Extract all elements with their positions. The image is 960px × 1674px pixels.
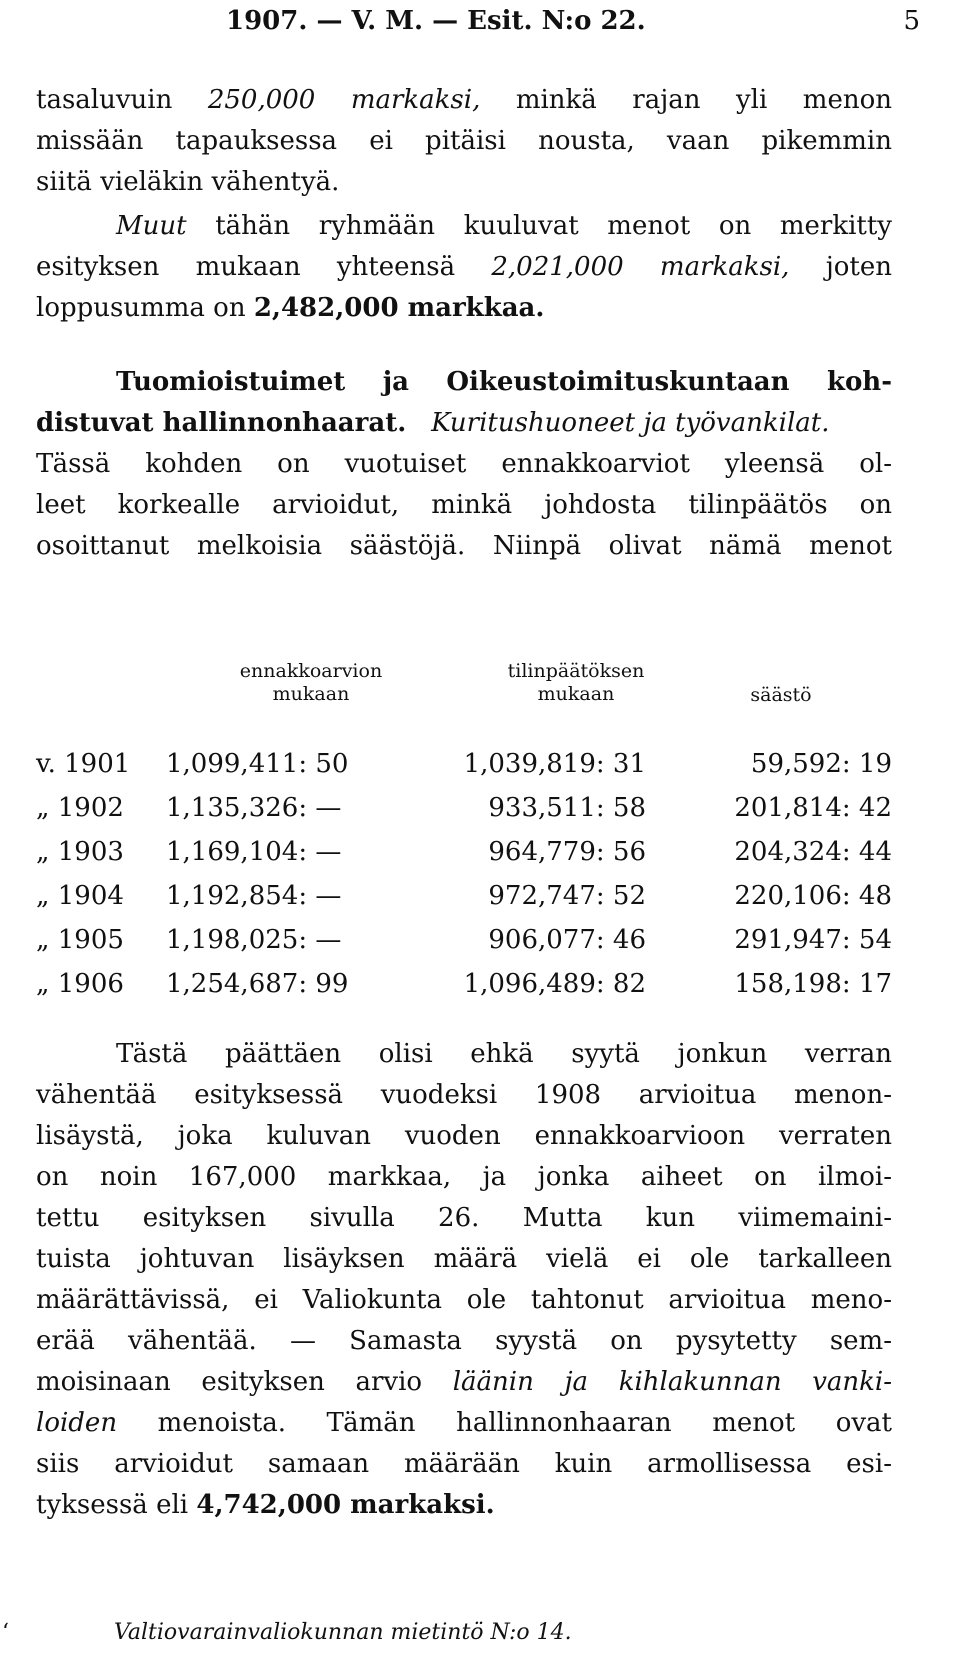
text-line: on noin 167,000 markkaa, ja jonka aiheet on ilmoi- [36, 1162, 892, 1192]
text-line: tuista johtuvan lisäyksen määrä vielä ei ole tarkalleen [36, 1244, 892, 1274]
paragraph-1 [36, 80, 892, 203]
text-line: loiden menoista. Tämän hallinnonhaaran menot ovat [36, 1408, 892, 1438]
text-line: loppusumma on 2,482,000 markkaa. [36, 293, 545, 323]
table-header [36, 660, 892, 720]
text-line: tyksessä eli 4,742,000 markaksi. [36, 1490, 495, 1520]
text-line: missään tapauksessa ei pitäisi nousta, vaan pikemmin [36, 126, 892, 156]
table-row: „ 1902 1,135,326: — 933,511: 58 201,814: 42 [36, 793, 892, 823]
expenses-table [36, 742, 892, 1006]
footer-mark: ‘ [2, 1620, 9, 1645]
text-line: siis arvioidut samaan määrään kuin armollisessa esi- [36, 1449, 892, 1479]
table-row: „ 1903 1,169,104: — 964,779: 56 204,324: 44 [36, 837, 892, 867]
text-line: esityksen mukaan yhteensä 2,021,000 markaksi, joten [36, 252, 893, 282]
text-line: lisäystä, joka kuluvan vuoden ennakkoarvioon verraten [36, 1121, 892, 1151]
table-row: v. 1901 1,099,411: 50 1,039,819: 31 59,592: 19 [36, 749, 892, 779]
table-row: „ 1905 1,198,025: — 906,077: 46 291,947: 54 [36, 925, 892, 955]
column-header-estimate: ennakkoarvion mukaan [239, 660, 383, 705]
table-row: „ 1904 1,192,854: — 972,747: 52 220,106: 48 [36, 881, 892, 911]
text-line: osoittanut melkoisia säästöjä. Niinpä olivat nämä menot [36, 531, 892, 561]
text-line: Muut tähän ryhmään kuuluvat menot on merkitty [116, 211, 892, 241]
section-heading: Tuomioistuimet ja Oikeustoimituskuntaan koh- [116, 367, 892, 397]
text-line: määrättävissä, ei Valiokunta ole tahtonut arvioitua meno- [36, 1285, 892, 1315]
text-line: Tässä kohden on vuotuiset ennakkoarviot yleensä ol- [36, 449, 892, 479]
page-number: 5 [903, 6, 920, 36]
text-line: distuvat hallinnonhaarat. Kuritushuoneet ja työvankilat. [36, 408, 830, 438]
paragraph-3 [36, 362, 892, 567]
text-line: erää vähentää. — Samasta syystä on pysytetty sem- [36, 1326, 892, 1356]
header-title: 1907. — V. M. — Esit. N:o 22. [226, 6, 646, 36]
paragraph-2 [36, 206, 892, 329]
page-header [36, 6, 920, 46]
text-line: tasaluvuin 250,000 markaksi, minkä rajan yli menon [36, 85, 892, 115]
column-header-actual: tilinpäätöksen mukaan [507, 660, 645, 705]
text-line: moisinaan esityksen arvio läänin ja kihlakunnan vanki- [36, 1367, 892, 1397]
text-line: Tästä päättäen olisi ehkä syytä jonkun verran [116, 1039, 892, 1069]
table-row: „ 1906 1,254,687: 99 1,096,489: 82 158,198: 17 [36, 969, 892, 999]
paragraph-4 [36, 1034, 892, 1526]
text-line: vähentää esityksessä vuodeksi 1908 arvioitua menon- [36, 1080, 892, 1110]
text-line: leet korkealle arvioidut, minkä johdosta tilinpäätös on [36, 490, 892, 520]
text-line: tettu esityksen sivulla 26. Mutta kun viimemaini- [36, 1203, 892, 1233]
footer-text: Valtiovarainvaliokunnan mietintö N:o 14. [114, 1620, 572, 1645]
column-header-saving: säästö [750, 684, 812, 706]
text-line: siitä vieläkin vähentyä. [36, 167, 340, 197]
